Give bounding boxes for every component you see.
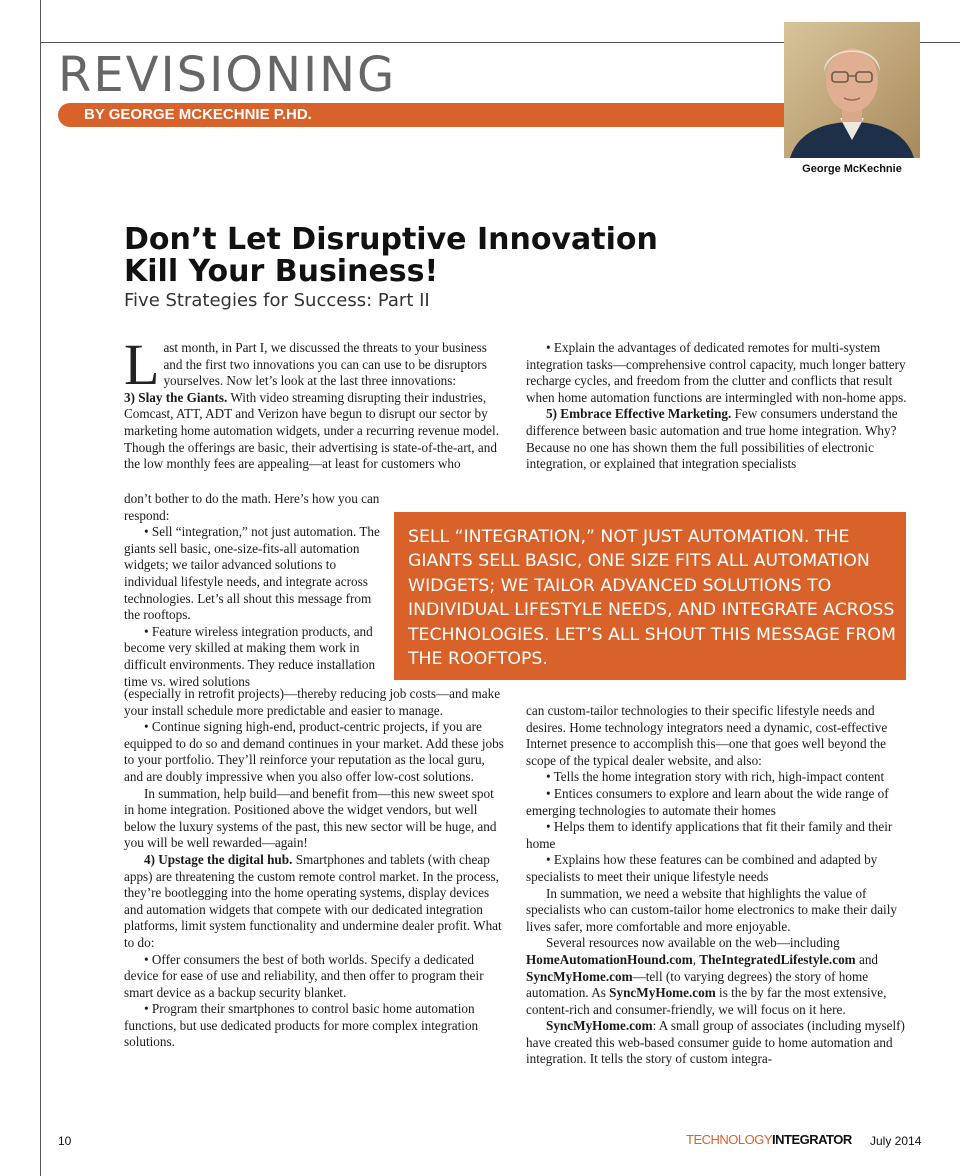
- column-1-top: [124, 332, 504, 473]
- syncmyhome-paragraph: SyncMyHome.com: A small group of associates (including myself) have created this web-based consumer guide to home automation and integration. It tells the story of custom integra-: [526, 1018, 905, 1067]
- article-headline: [124, 224, 764, 288]
- article-subhead: Five Strategies for Success: Part II: [124, 290, 430, 311]
- strategy-3-paragraph: 3) Slay the Giants. With video streaming disrupting their industries, Comcast, ATT, ADT and Verizon have begun to disrupt our sector by marketing home automation widgets, under a recurring revenue model. Though the offerings are basic, their advertising is state-of-the-art, and the low monthly fees are appealing—at least for customers who: [124, 389, 499, 472]
- syncmyhome-heading: SyncMyHome.com: [546, 1018, 653, 1034]
- site-homeautomationhound: HomeAutomationHound.com: [526, 951, 693, 967]
- author-portrait-icon: [784, 22, 920, 158]
- section-title: REVISIONING: [58, 47, 397, 103]
- issue-date: July 2014: [870, 1134, 922, 1148]
- headline-line-2: Kill Your Business!: [124, 254, 439, 289]
- drop-cap: L: [124, 332, 160, 397]
- bullet-wireless: • Feature wireless integration products, and become very skilled at making them work in difficult environments. They reduce installation time vs. wired solutions: [124, 623, 376, 689]
- intro-paragraph: Last month, in Part I, we discussed the threats to your business and the first two innovations you can can use to be disruptors yourselves. Now let’s look at the last three innovations:: [124, 332, 487, 397]
- strategy-4-heading: 4) Upstage the digital hub.: [144, 851, 293, 867]
- strategy-3-heading: 3) Slay the Giants.: [124, 389, 228, 405]
- bullet-tells: • Tells the home integration story with rich, high-impact content: [546, 769, 885, 785]
- left-rule: [40, 0, 41, 1176]
- page-number: 10: [58, 1134, 72, 1148]
- bullet-entices: • Entices consumers to explore and learn about the wide range of emerging technologies to automate their homes: [526, 785, 889, 818]
- column-1-bottom: [124, 686, 504, 1051]
- strategy-5-continued: can custom-tailor technologies to their specific lifestyle needs and desires. Home technology integrators need a dynamic, cost-effective Internet presence to accomplish this—one that goes well beyond the scope of the typical dealer website, and also:: [526, 703, 888, 768]
- bullet-offer: • Offer consumers the best of both worlds. Specify a dedicated device for ease of use and reliability, and then offer to program their smart device as a backup security blanket.: [124, 951, 484, 1000]
- bullet-sell-integration: • Sell “integration,” not just automation. The giants sell basic, one-size-fits-all automation widgets; we tailor advanced solutions to individual lifestyle needs, and integrate across technologies. Let’s all shout this message from the rooftops.: [124, 524, 380, 623]
- strategy-5-paragraph: 5) Embrace Effective Marketing. Few consumers understand the difference between basic automation and true home integration. Why? Because no one has shown them the full possibilities of electronic integration, or explained that integration specialists: [526, 406, 898, 472]
- site-syncmyhome: SyncMyHome.com: [526, 968, 633, 984]
- summation-paragraph: In summation, help build—and benefit from—this new sweet spot in home integration. Positioned above the widget vendors, but well below the luxury systems of the past, this new sector will be huge, and you will be well rewarded—again!: [124, 785, 497, 851]
- resources-paragraph: Several resources now available on the web—including HomeAutomationHound.com, TheIntegratedLifestyle.com and SyncMyHome.com—tell (to varying degrees) the story of home automation. As SyncMyHome.com is the by far the most extensive, content-rich and consumer-friendly, we will focus on it here.: [526, 935, 887, 1017]
- site-theintegratedlifestyle: TheIntegratedLifestyle.com: [699, 951, 856, 967]
- column-2-top: [526, 340, 908, 473]
- photo-caption: George McKechnie: [802, 163, 902, 175]
- bullet-remotes: • Explain the advantages of dedicated remotes for multi-system integration tasks—comprehensive control capacity, much longer battery recharge cycles, and freedom from the clutter and conflicts that result when home automation functions are intermingled with non-home apps.: [526, 340, 907, 405]
- column-1-narrow: [124, 491, 380, 690]
- author-photo: [784, 22, 920, 158]
- strategy-4-paragraph: 4) Upstage the digital hub. Smartphones and tablets (with cheap apps) are threatening the custom remote control market. In the process, they’re bootlegging into the home operating systems, display devices and automation widgets that compete with our dedicated integration platforms, limit system functionality and undermine dealer profit. What to do:: [124, 851, 502, 950]
- column-2-bottom: [526, 703, 908, 1068]
- byline: BY GEORGE MCKECHNIE P.HD.: [84, 106, 312, 123]
- bullet-high-end: • Continue signing high-end, product-centric projects, if you are equipped to do so and demand continues in your market. Add these jobs to your portfolio. They’ll reinforce your reputation as the local guru, and are doubly impressive when you also offer low-cost solutions.: [124, 719, 504, 784]
- summation-2-paragraph: In summation, we need a website that highlights the value of specialists who can custom-tailor home electronics to make their daily lives safer, more comfortable and more enjoyable.: [526, 885, 897, 934]
- headline-line-1: Don’t Let Disruptive Innovation: [124, 222, 658, 257]
- bullet-helps: • Helps them to identify applications that fit their family and their home: [526, 819, 893, 851]
- pull-quote: SELL “INTEGRATION,” NOT JUST AUTOMATION. THE GIANTS SELL BASIC, ONE SIZE FITS ALL AUTOMATION WIDGETS; WE TAILOR ADVANCED SOLUTIONS TO INDIVIDUAL LIFESTYLE NEEDS, AND INTEGRATE ACROSS TECHNOLOGIES. LET’S ALL SHOUT THIS MESSAGE FROM THE ROOFTOPS.: [394, 512, 906, 680]
- strategy-5-heading: 5) Embrace Effective Marketing.: [546, 406, 732, 422]
- strategy-3-continued: don’t bother to do the math. Here’s how you can respond:: [124, 491, 380, 523]
- bullet-program: • Program their smartphones to control basic home automation functions, but use dedicated products for more complex integration solutions.: [124, 1001, 479, 1050]
- site-syncmyhome-2: SyncMyHome.com: [609, 985, 716, 1001]
- bullet-wireless-continued: (especially in retrofit projects)—thereby reducing job costs—and make your install schedule more predictable and easier to manage.: [124, 686, 501, 718]
- bullet-explains: • Explains how these features can be combined and adapted by specialists to meet their unique lifestyle needs: [526, 852, 878, 884]
- magazine-logo: TECHNOLOGYINTEGRATOR: [686, 1132, 852, 1147]
